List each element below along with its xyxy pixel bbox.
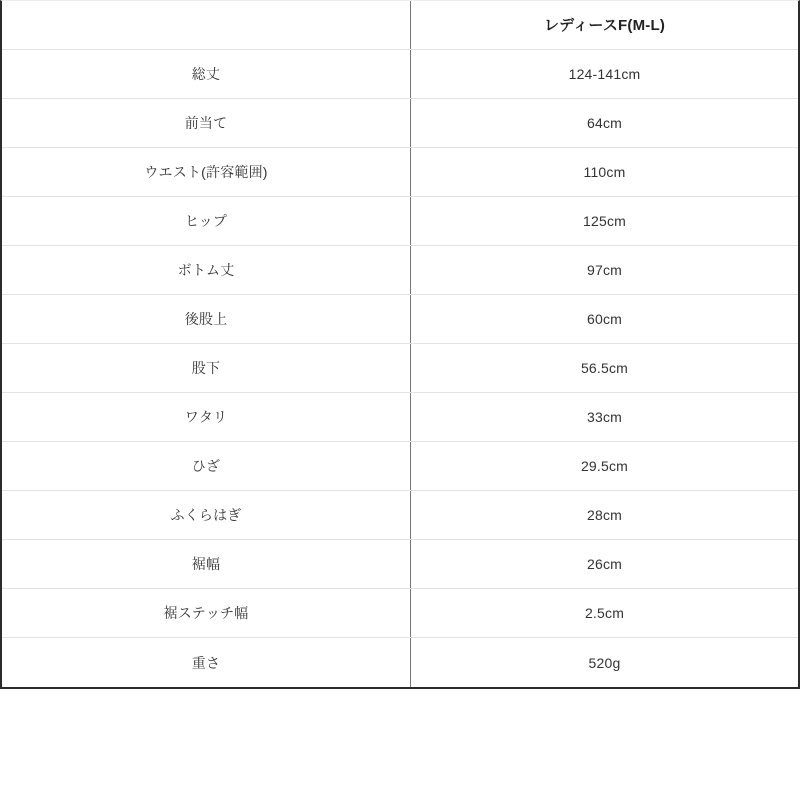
measurement-value: 97cm bbox=[586, 262, 623, 278]
header-empty-cell bbox=[2, 1, 411, 49]
measurement-label: 重さ bbox=[2, 638, 411, 687]
measurement-label: 裾ステッチ幅 bbox=[2, 589, 411, 637]
table-row bbox=[2, 344, 798, 393]
measurement-value: 110cm bbox=[583, 164, 626, 180]
table-row bbox=[2, 99, 798, 148]
measurement-label: 裾幅 bbox=[2, 540, 411, 588]
measurement-label: 前当て bbox=[2, 99, 411, 147]
table-header-row bbox=[2, 1, 798, 50]
measurement-label: ふくらはぎ bbox=[2, 491, 411, 539]
measurement-value: 124-141cm bbox=[568, 66, 641, 82]
measurement-value: 60cm bbox=[586, 311, 623, 327]
column-header-size: レディースF(M-L) bbox=[543, 16, 666, 34]
table-row bbox=[2, 638, 798, 687]
table-row bbox=[2, 197, 798, 246]
measurement-label: 股下 bbox=[2, 344, 411, 392]
measurement-value: 2.5cm bbox=[584, 605, 625, 621]
measurement-label: ヒップ bbox=[2, 197, 411, 245]
table-row bbox=[2, 491, 798, 540]
table-row bbox=[2, 295, 798, 344]
measurement-value: 33cm bbox=[586, 409, 623, 425]
table-row bbox=[2, 442, 798, 491]
table-body bbox=[2, 50, 798, 687]
measurement-value: 56.5cm bbox=[580, 360, 629, 376]
measurement-value: 26cm bbox=[586, 556, 623, 572]
measurement-label: 後股上 bbox=[2, 295, 411, 343]
table-row bbox=[2, 589, 798, 638]
table-row bbox=[2, 50, 798, 99]
measurement-label: ボトム丈 bbox=[2, 246, 411, 294]
measurement-value: 520g bbox=[588, 654, 621, 671]
measurement-value: 28cm bbox=[586, 507, 623, 523]
table-row bbox=[2, 246, 798, 295]
table-row bbox=[2, 540, 798, 589]
measurement-label: ワタリ bbox=[2, 393, 411, 441]
measurement-label: ひざ bbox=[2, 442, 411, 490]
table-row bbox=[2, 148, 798, 197]
measurement-value: 125cm bbox=[582, 213, 627, 229]
measurement-value: 64cm bbox=[586, 115, 623, 131]
measurement-label: ウエスト(許容範囲) bbox=[2, 148, 411, 196]
measurement-value: 29.5cm bbox=[580, 458, 629, 474]
table-row bbox=[2, 393, 798, 442]
measurement-label: 総丈 bbox=[2, 50, 411, 98]
